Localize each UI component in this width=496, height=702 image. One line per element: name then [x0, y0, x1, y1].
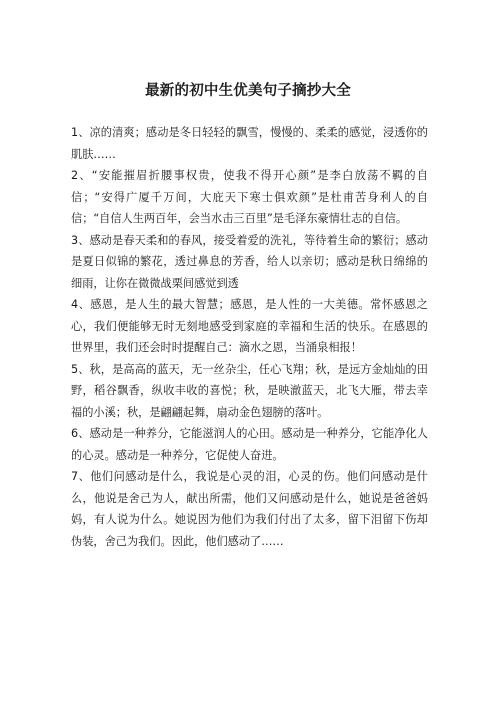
paragraph-2: 2、“安能摧眉折腰事权贵，使我不得开心颜”是李白放荡不羁的自信；“安得广厦千万间，大庇天下寒士俱欢颜”是杜甫苦身利人的自信；“自信人生两百年，会当水击三百里”是毛泽东豪情壮志的自信。 [71, 169, 428, 225]
paragraph-4: 4、感恩，是人生的最大智慧；感恩，是人性的一大美德。常怀感恩之心，我们便能够无时无刻地感受到家庭的幸福和生活的快乐。在感恩的世界里，我们还会时时提醒自己：滴水之恩，当涌泉相报！ [71, 298, 428, 354]
paragraph-5: 5、秋，是高高的蓝天，无一丝杂尘，任心飞翔；秋，是远方金灿灿的田野，稻谷飘香，纵收丰收的喜悦；秋，是映澈蓝天，北飞大雁，带去幸福的小溪；秋，是翩翩起舞，扇动金色翅膀的落叶。 [71, 362, 428, 419]
paragraph-1: 1、凉的清爽；感动是冬日轻轻的飘雪，慢慢的、柔柔的感觉，浸透你的肌肤…… [71, 126, 428, 161]
paragraph-7: 7、他们问感动是什么，我说是心灵的泪，心灵的伤。他们问感动是什么，他说是舍己为人，献出所需，他们又问感动是什么，她说是爸爸妈妈，有人说为什么。她说因为他们为我们付出了太多，留下泪留下伤却伪装，舍己为我们。因此，他们感动了…… [71, 470, 428, 548]
document-title: 最新的初中生优美句子摘抄大全 [145, 83, 351, 99]
paragraph-3: 3、感动是春天柔和的春风，接受着爱的洗礼，等待着生命的繁衍；感动是夏日似锦的繁花，透过鼻息的芳香，给人以亲切；感动是秋日绵绵的细雨，让你在微微战栗间感觉到透 [71, 233, 428, 290]
document-body [71, 122, 428, 552]
paragraph-6: 6、感动是一种养分，它能滋润人的心田。感动是一种养分，它能净化人的心灵。感动是一种养分，它促使人奋进。 [71, 427, 428, 462]
